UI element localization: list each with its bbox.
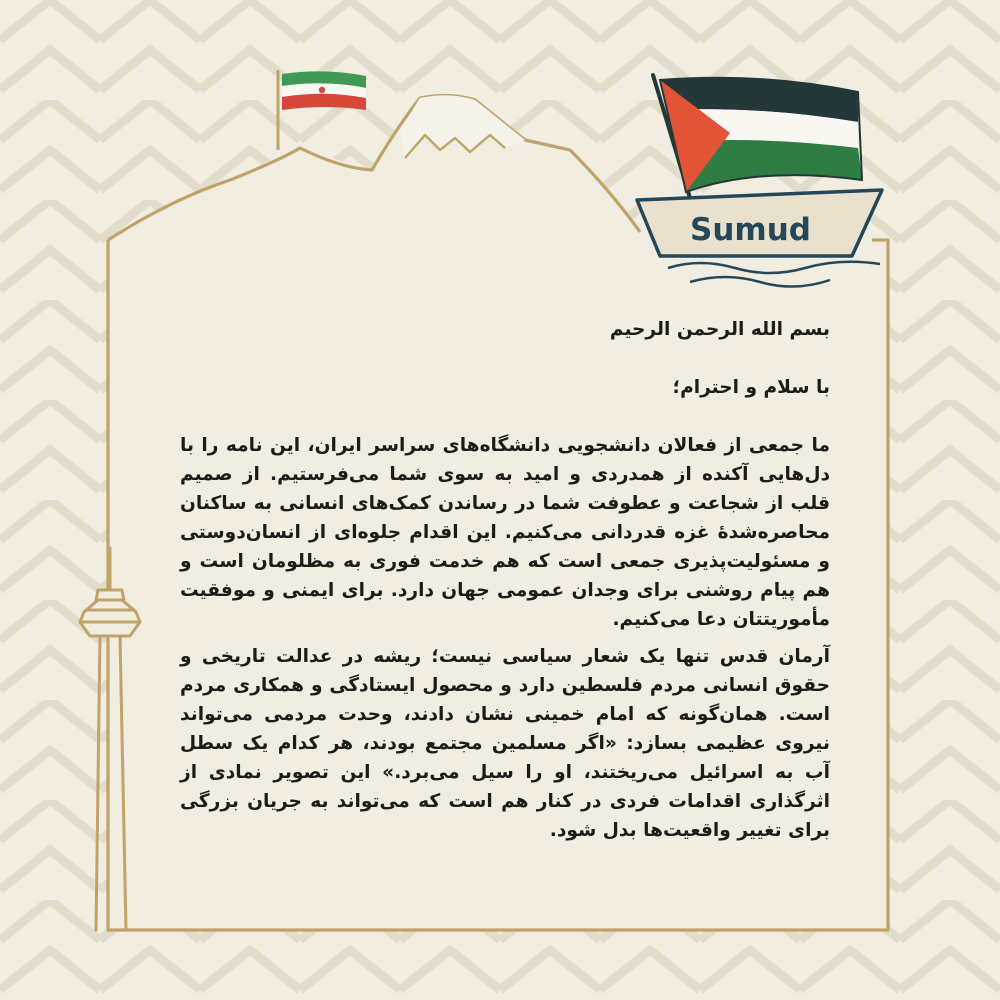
iran-flag — [278, 70, 366, 150]
letter-paragraph-1: ما جمعی از فعالان دانشجویی دانشگاه‌های سراسر ایران، این نامه را با دل‌هایی آکنده از همدردی و امید به سوی شما می‌فرستیم. از صمیم قلب از شجاعت و عطوفت شما در رساندن کمک‌های انسانی به ساکنان محاصره‌شدهٔ غزه قدردانی می‌کنیم. این اقدام جلوه‌ای از انسان‌دوستی و مسئولیت‌پذیری جمعی است که هم خدمت فوری به مظلومان است و هم پیام روشنی برای وجدان عمومی جهان دارد. برای ایمنی و موفقیت مأموریتتان دعا می‌کنیم. — [180, 435, 830, 630]
letter-body — [180, 315, 830, 845]
greeting: با سلام و احترام؛ — [672, 377, 830, 398]
letter-paragraph-2: آرمان قدس تنها یک شعار سیاسی نیست؛ ریشه در عدالت تاریخی و حقوق انسانی مردم فلسطین دارد و محصول ایستادگی و همکاری مردم است. همان‌گونه که امام خمینی نشان دادند، وحدت مردمی می‌تواند نیروی عظیمی بسازد: «اگر مسلمین مجتمع بودند، هر کدام یک سطل آب به اسرائیل می‌ریختند، او را سیل می‌برد.» این تصویر نمادی از اثرگذاری اقدامات فردی در کنار هم است که می‌تواند به جریان بزرگی برای تغییر واقعیت‌ها بدل شود. — [180, 646, 830, 841]
basmala: بسم الله الرحمن الرحیم — [609, 319, 830, 340]
palestine-flag — [653, 75, 862, 198]
boat-label: Sumud — [690, 212, 811, 248]
